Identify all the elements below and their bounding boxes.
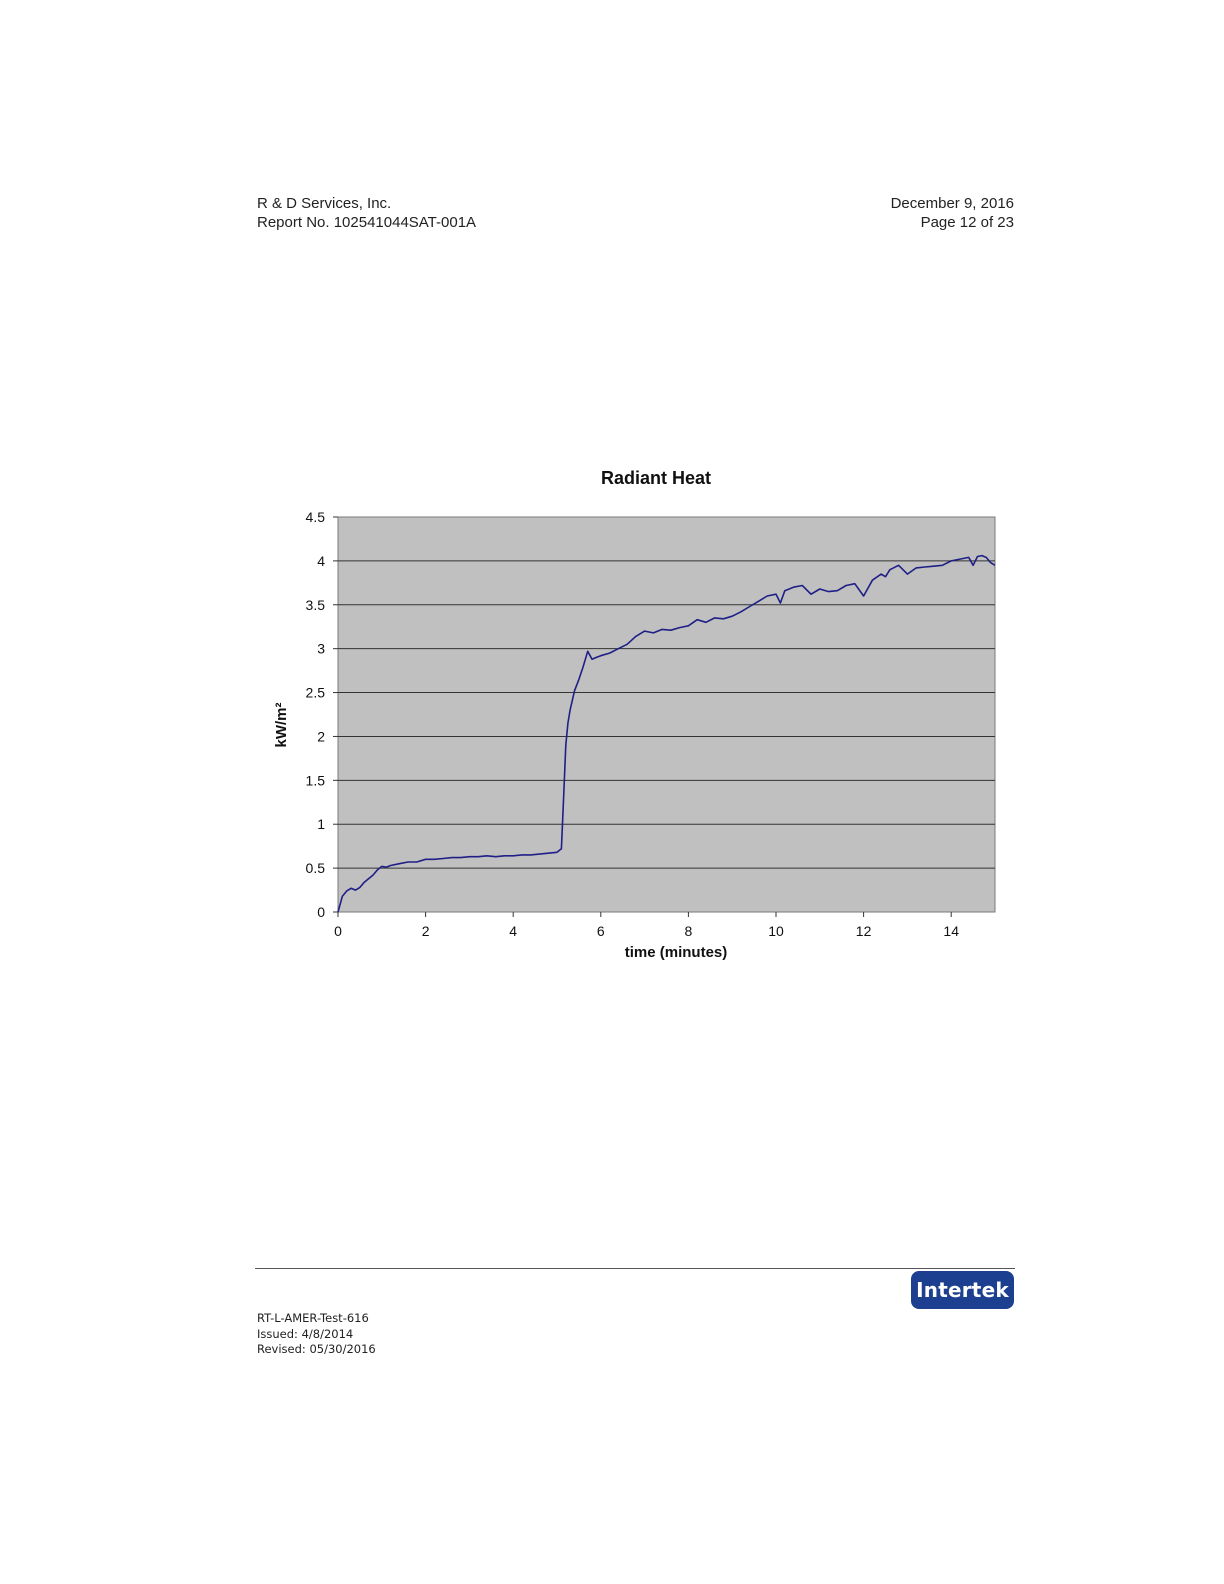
- x-tick-label: 4: [509, 923, 518, 939]
- y-tick-label: 0.5: [305, 860, 325, 877]
- y-tick-label: 4: [317, 552, 325, 569]
- x-tick-label: 6: [596, 923, 605, 939]
- header-left: [257, 194, 476, 232]
- report-date: December 9, 2016: [890, 195, 1014, 212]
- chart-svg: [250, 455, 1030, 980]
- company-name: R & D Services, Inc.: [257, 195, 392, 212]
- chart-title: Radiant Heat: [600, 468, 712, 488]
- y-tick-label: 2.5: [305, 684, 325, 701]
- radiant-heat-chart: [250, 455, 1030, 980]
- x-tick-label: 2: [421, 923, 430, 939]
- intertek-logo: Intertek: [911, 1271, 1014, 1309]
- x-tick-label: 10: [768, 923, 784, 939]
- plot-area: [338, 517, 995, 912]
- y-tick-label: 3: [317, 640, 325, 657]
- y-tick-label: 1: [317, 816, 325, 833]
- x-tick-label: 12: [855, 923, 872, 939]
- y-axis-label: kW/m²: [273, 702, 290, 748]
- y-tick-label: 0: [317, 904, 325, 920]
- issued-date: Issued: 4/8/2014: [257, 1326, 354, 1341]
- y-tick-label: 3.5: [305, 596, 325, 613]
- report-number: Report No. 102541044SAT-001A: [257, 214, 477, 231]
- x-axis-label: time (minutes): [624, 944, 728, 961]
- x-tick-label: 8: [684, 923, 693, 939]
- header-right: [760, 194, 1014, 232]
- footer-info: [257, 1311, 376, 1358]
- x-tick-label: 0: [334, 923, 342, 939]
- y-tick-label: 1.5: [305, 772, 325, 789]
- y-tick-label: 4.5: [305, 509, 325, 525]
- footer-divider: [255, 1268, 1015, 1269]
- form-id: RT-L-AMER-Test-616: [257, 1311, 369, 1325]
- x-tick-label: 14: [943, 923, 959, 939]
- page-number: Page 12 of 23: [920, 214, 1014, 231]
- y-tick-label: 2: [317, 728, 325, 745]
- revised-date: Revised: 05/30/2016: [257, 1342, 376, 1356]
